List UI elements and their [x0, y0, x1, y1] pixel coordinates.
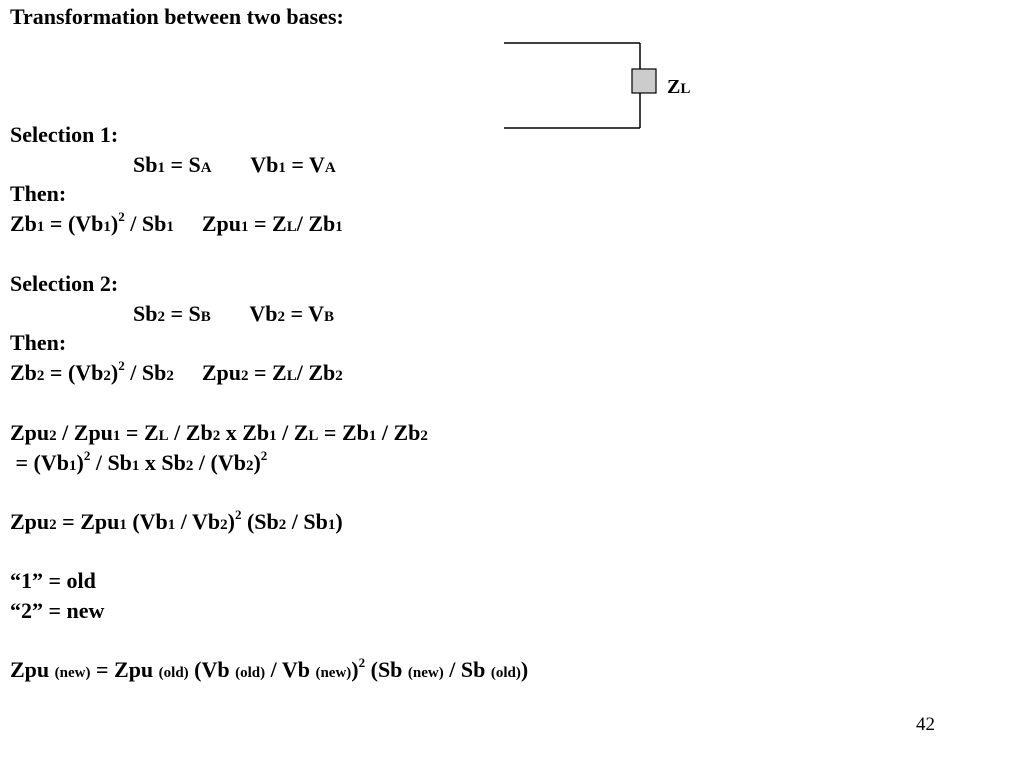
selection-1-equations: $Zb1 = (Vb1)^2 / Sb1$ Zpu1 = ZL/ Zb1 — [10, 208, 343, 236]
selection-2-heading: Selection 2: — [10, 271, 119, 296]
note-new: “2” = new — [10, 598, 105, 623]
ratio-equation: Zpu2 / Zpu1 = ZL / Zb2 x Zb1 / ZL = Zb1 / Zb2 — [10, 420, 428, 445]
note-old: “1” = old — [10, 568, 96, 593]
result-equation: Zpu2 = Zpu1 (Vb1 / Vb2)$^2$ (Sb2 / Sb1) — [10, 506, 343, 534]
load-impedance-box — [632, 69, 656, 93]
selection-1-then: Then: — [10, 181, 67, 206]
selection-2-equations: $Zb2 = (Vb2)^2 / Sb2$ Zpu2 = ZL/ Zb2 — [10, 357, 343, 385]
selection-2-bases: Sb2 = SB Vb2 = VB — [133, 301, 335, 326]
ratio-expansion: = $(Vb1)^2 / Sb1$ x $Sb2 / (Vb2)^2$ — [10, 447, 268, 475]
selection-2-then: Then: — [10, 330, 67, 355]
selection-1-bases: Sb1 = SA Vb1 = VA — [133, 152, 336, 177]
page-number: 42 — [916, 714, 935, 735]
page-title: Transformation between two bases: — [10, 4, 344, 29]
final-formula: Zpu (new) = Zpu (old) (Vb (old) / Vb (new))$^2$ (Sb (new) / Sb (old)) — [10, 654, 529, 682]
load-impedance-label: ZL — [667, 76, 691, 98]
selection-1-heading: Selection 1: — [10, 122, 119, 147]
